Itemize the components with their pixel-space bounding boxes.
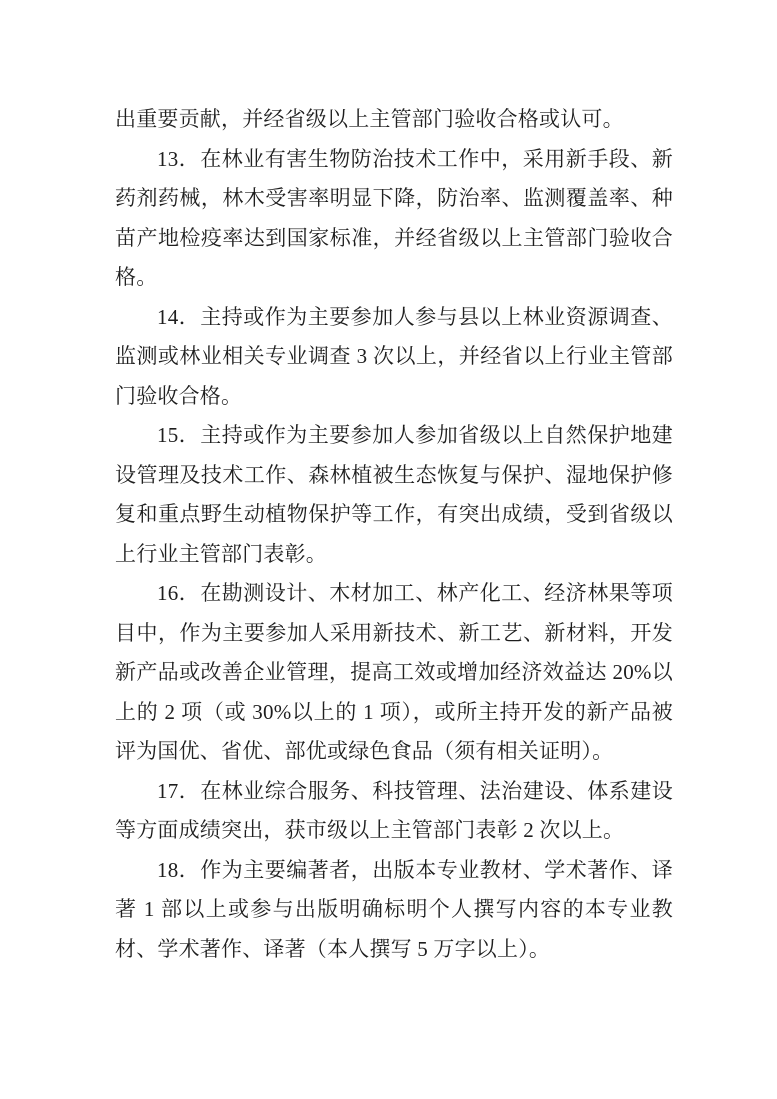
paragraph-item-13: 13．在林业有害生物防治技术工作中，采用新手段、新药剂药械，林木受害率明显下降，防治率、监测覆盖率、种苗产地检疫率达到国家标准，并经省级以上主管部门验收合格。 [115,146,673,289]
document-body [115,100,673,969]
paragraph-continuation: 出重要贡献，并经省级以上主管部门验收合格或认可。 [115,107,624,131]
paragraph-item-14: 14．主持或作为主要参加人参与县以上林业资源调查、监测或林业相关专业调查 3 次以上，并经省以上行业主管部门验收合格。 [115,304,673,408]
paragraph-item-15: 15．主持或作为主要参加人参加省级以上自然保护地建设管理及技术工作、森林植被生态恢复与保护、湿地保护修复和重点野生动植物保护等工作，有突出成绩，受到省级以上行业主管部门表彰。 [115,423,673,566]
paragraph-item-17: 17．在林业综合服务、科技管理、法治建设、体系建设等方面成绩突出，获市级以上主管部门表彰 2 次以上。 [115,778,673,842]
paragraph-item-18: 18．作为主要编著者，出版本专业教材、学术著作、译著 1 部以上或参与出版明确标明个人撰写内容的本专业教材、学术著作、译著（本人撰写 5 万字以上）。 [115,857,673,961]
paragraph-item-16: 16．在勘测设计、木材加工、林产化工、经济林果等项目中，作为主要参加人采用新技术、新工艺、新材料，开发新产品或改善企业管理，提高工效或增加经济效益达 20%以上的 2 项（或 30%以上的 1 项），或所主持开发的新产品被评为国优、省优、部优或绿色食品（须有相关证明）。 [115,581,673,763]
